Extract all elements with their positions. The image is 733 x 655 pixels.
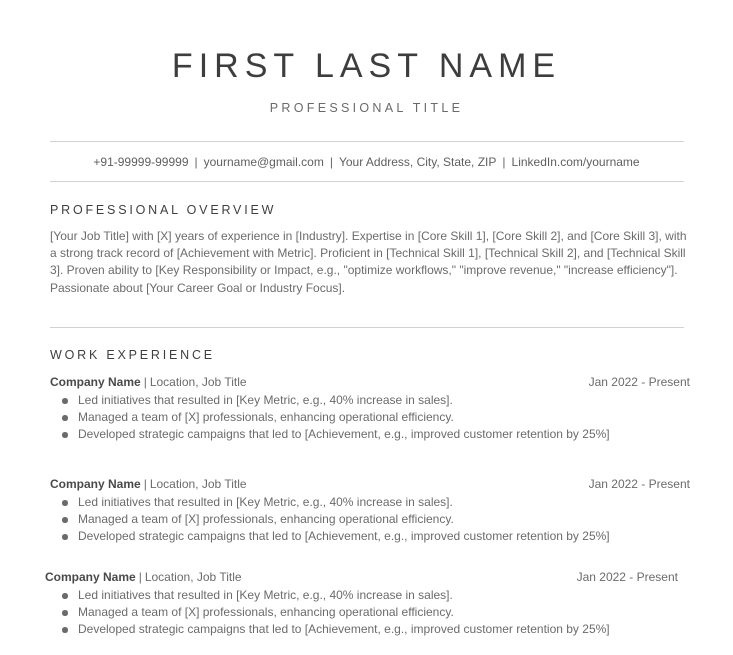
contact-line bbox=[0, 154, 733, 170]
bullet-text: Managed a team of [X] professionals, enhancing operational efficiency. bbox=[78, 512, 454, 526]
contact-separator: | bbox=[329, 155, 333, 169]
job-dates: Jan 2022 - Present bbox=[588, 477, 690, 491]
job-header bbox=[50, 374, 690, 390]
bullet-icon bbox=[62, 610, 68, 616]
job-bullet bbox=[50, 392, 690, 409]
job-bullet bbox=[50, 528, 690, 545]
contact-email: yourname@gmail.com bbox=[203, 155, 324, 169]
bullet-icon bbox=[62, 500, 68, 506]
job-bullet bbox=[50, 621, 678, 638]
job-bullets bbox=[50, 587, 678, 638]
bullet-icon bbox=[62, 415, 68, 421]
company-name: Company Name bbox=[50, 477, 141, 491]
bullet-text: Led initiatives that resulted in [Key Metric, e.g., 40% increase in sales]. bbox=[78, 495, 453, 509]
candidate-name: FIRST LAST NAME bbox=[171, 47, 562, 85]
bullet-icon bbox=[62, 534, 68, 540]
job-separator: | bbox=[143, 477, 147, 491]
bullet-text: Developed strategic campaigns that led to [Achievement, e.g., improved customer retention by 25%] bbox=[78, 427, 610, 441]
job-bullets bbox=[50, 392, 690, 443]
contact-phone: +91-99999-99999 bbox=[93, 155, 189, 169]
job-header bbox=[50, 476, 690, 492]
divider bbox=[50, 181, 684, 182]
bullet-text: Developed strategic campaigns that led to [Achievement, e.g., improved customer retention by 25%] bbox=[78, 622, 610, 636]
contact-address: Your Address, City, State, ZIP bbox=[338, 155, 497, 169]
bullet-icon bbox=[62, 627, 68, 633]
bullet-icon bbox=[62, 432, 68, 438]
job-location-title: Location, Job Title bbox=[144, 570, 242, 584]
job-location-title: Location, Job Title bbox=[149, 375, 247, 389]
job-bullets bbox=[50, 494, 690, 545]
bullet-icon bbox=[62, 398, 68, 404]
bullet-icon bbox=[62, 593, 68, 599]
job-dates: Jan 2022 - Present bbox=[576, 570, 678, 584]
experience-heading: WORK EXPERIENCE bbox=[50, 348, 215, 362]
job-dates: Jan 2022 - Present bbox=[588, 375, 690, 389]
job-header bbox=[45, 569, 678, 585]
contact-linkedin: LinkedIn.com/yourname bbox=[511, 155, 640, 169]
job-bullet bbox=[50, 494, 690, 511]
bullet-text: Managed a team of [X] professionals, enhancing operational efficiency. bbox=[78, 410, 454, 424]
bullet-text: Led initiatives that resulted in [Key Metric, e.g., 40% increase in sales]. bbox=[78, 588, 453, 602]
contact-separator: | bbox=[194, 155, 198, 169]
professional-title: PROFESSIONAL TITLE bbox=[269, 101, 464, 115]
overview-heading: PROFESSIONAL OVERVIEW bbox=[50, 203, 277, 217]
bullet-text: Led initiatives that resulted in [Key Metric, e.g., 40% increase in sales]. bbox=[78, 393, 453, 407]
job-entry bbox=[50, 476, 690, 545]
job-bullet bbox=[50, 409, 690, 426]
contact-separator: | bbox=[502, 155, 506, 169]
job-bullet bbox=[50, 426, 690, 443]
job-separator: | bbox=[138, 570, 142, 584]
job-bullet bbox=[50, 604, 678, 621]
job-entry bbox=[45, 569, 678, 638]
job-location-title: Location, Job Title bbox=[149, 477, 247, 491]
job-bullet bbox=[50, 587, 678, 604]
job-separator: | bbox=[143, 375, 147, 389]
divider bbox=[50, 327, 684, 328]
overview-text: [Your Job Title] with [X] years of experience in [Industry]. Expertise in [Core Skill 1], [Core Skill 2], and [Core Skill 3], with a strong track record of [Achievement with Metric]. Proficient in [Technical Skill 1], [Technical Skill 2], and [Technical Skill 3]. Proven ability to [Key Responsibility or Impact, e.g., "optimize workflows," "improve revenue," "increase efficiency"]. Passionate about [Your Career Goal or Industry Focus]. bbox=[50, 229, 687, 295]
bullet-icon bbox=[62, 517, 68, 523]
divider bbox=[50, 141, 684, 142]
job-bullet bbox=[50, 511, 690, 528]
company-name: Company Name bbox=[50, 375, 141, 389]
job-entry bbox=[50, 374, 690, 443]
bullet-text: Developed strategic campaigns that led to [Achievement, e.g., improved customer retention by 25%] bbox=[78, 529, 610, 543]
company-name: Company Name bbox=[45, 570, 136, 584]
bullet-text: Managed a team of [X] professionals, enhancing operational efficiency. bbox=[78, 605, 454, 619]
